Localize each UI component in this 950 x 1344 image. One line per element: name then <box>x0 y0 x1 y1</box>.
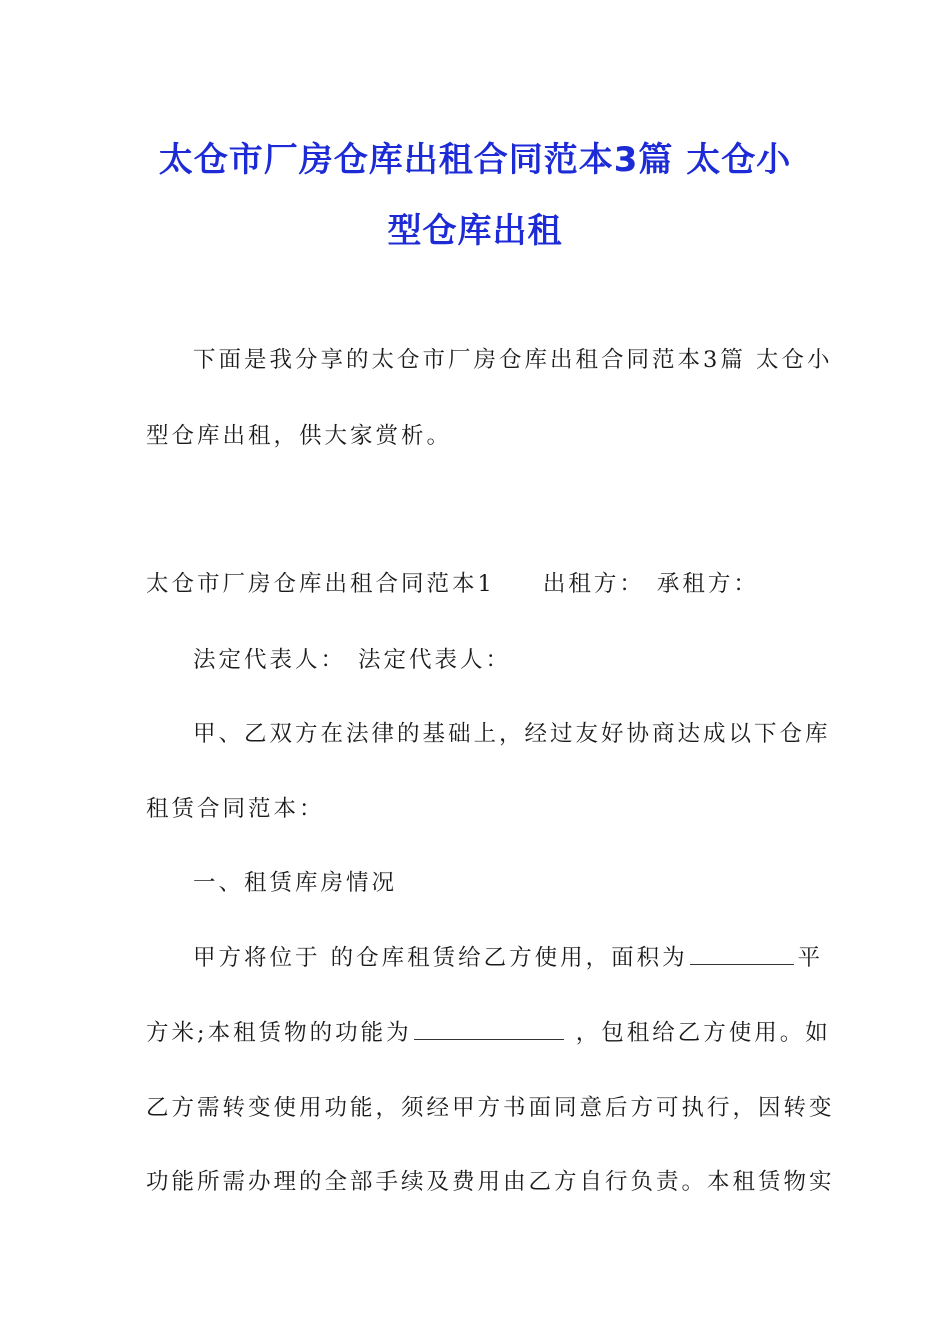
document-title-line-2: 型仓库出租 <box>387 211 563 251</box>
paragraph-2-line-1-unit: 平 <box>797 945 824 971</box>
legal-rep-label-1: 法定代表人： <box>193 647 347 673</box>
section-1-header-line <box>146 569 759 599</box>
paragraph-2-line-3: 乙方需转变使用功能，须经甲方书面同意后方可执行，因转变 <box>146 1095 835 1121</box>
lessee-label: 承租方： <box>656 571 759 597</box>
section-1-heading: 太仓市厂房仓库出租合同范本1 <box>146 571 495 597</box>
intro-line-2: 型仓库出租，供大家赏析。 <box>146 423 453 449</box>
legal-rep-label-2: 法定代表人： <box>358 647 512 673</box>
intro-line-1: 下面是我分享的太仓市厂房仓库出租合同范本3篇 太仓小 <box>193 347 833 373</box>
paragraph-1-line-2: 租赁合同范本： <box>146 796 325 822</box>
function-blank-field <box>414 1017 564 1040</box>
paragraph-2-line-2-rest: ，包租给乙方使用。如 <box>565 1020 831 1046</box>
paragraph-2-line-2-text: 方米;本租赁物的功能为 <box>146 1020 412 1046</box>
area-blank-field <box>690 942 794 965</box>
paragraph-1-line-1: 甲、乙双方在法律的基础上，经过友好协商达成以下仓库 <box>193 721 831 747</box>
legal-representatives-line <box>193 645 511 675</box>
clause-1-heading: 一、租赁库房情况 <box>193 870 398 896</box>
paragraph-2-line-1-text: 甲方将位于 的仓库租赁给乙方使用，面积为 <box>193 945 688 971</box>
paragraph-2-line-1 <box>193 942 823 973</box>
lessor-label: 出租方： <box>542 571 645 597</box>
paragraph-2-line-4: 功能所需办理的全部手续及费用由乙方自行负责。本租赁物实 <box>146 1169 835 1195</box>
document-title-line-1: 太仓市厂房仓库出租合同范本3篇 太仓小 <box>158 140 792 180</box>
paragraph-2-line-2 <box>146 1017 831 1048</box>
